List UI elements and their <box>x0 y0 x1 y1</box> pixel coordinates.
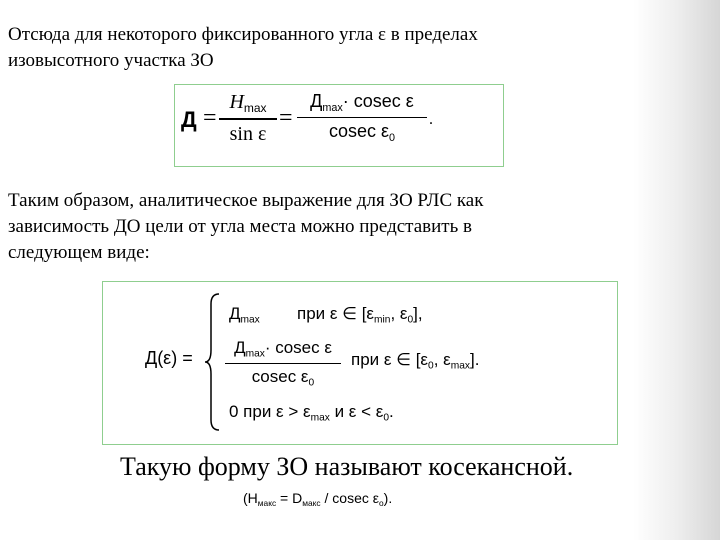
condition-text: 0 при ε > ε <box>229 402 311 421</box>
condition-text: , ε <box>433 350 451 369</box>
note-subscript: о <box>378 497 384 508</box>
fraction-1-denominator: sin ε <box>229 122 267 145</box>
fraction-bar <box>225 363 341 365</box>
case-1-condition <box>297 304 423 326</box>
conclusion-line-1: Таким образом, аналитическое выражение для ЗО РЛС как <box>8 190 484 211</box>
conclusion-paragraph <box>8 188 483 266</box>
intro-paragraph <box>8 22 478 74</box>
fraction-bar <box>297 117 427 119</box>
epsilon-zero-subscript: 0 <box>389 132 396 145</box>
condition-subscript: max <box>450 360 470 372</box>
d-symbol: Д <box>310 91 323 111</box>
d-symbol: Д <box>234 338 246 357</box>
h-subscript: max <box>243 101 267 116</box>
formula-1-fraction-1 <box>219 91 277 146</box>
case-2-condition <box>351 350 479 372</box>
epsilon-zero-subscript: 0 <box>308 377 315 389</box>
condition-subscript: max <box>310 412 330 424</box>
condition-text: ]. <box>469 350 480 369</box>
formula-1-eq-2: = <box>279 105 293 131</box>
condition-text: . <box>389 402 394 421</box>
note-text: = D <box>276 490 303 506</box>
condition-text: ], <box>413 304 423 323</box>
d-symbol: Д <box>229 304 241 323</box>
caption: Такую форму ЗО называют косекансной. <box>120 452 574 481</box>
note <box>243 490 392 508</box>
note-text: ). <box>383 490 393 506</box>
formula-1-box <box>174 84 504 167</box>
d-subscript: max <box>322 101 343 114</box>
condition-text: при ε ∈ [ε <box>297 304 375 323</box>
d-subscript: max <box>245 348 265 360</box>
note-text: / cosec ε <box>320 490 379 506</box>
h-symbol: H <box>229 91 244 113</box>
note-text: (H <box>243 490 258 506</box>
fraction-2-denominator: cosec ε <box>328 121 390 142</box>
num-tail: · cosec ε <box>342 91 414 111</box>
left-brace <box>203 292 223 432</box>
condition-subscript: 0 <box>383 412 389 424</box>
note-subscript: макс <box>257 497 277 508</box>
formula-2-lhs: Д(ε) = <box>145 348 193 368</box>
conclusion-line-2: зависимость ДО цели от угла места можно представить в <box>8 216 472 237</box>
condition-text: и ε < ε <box>329 402 384 421</box>
fraction-denominator: cosec ε <box>251 367 309 387</box>
formula-1-end: . <box>429 111 433 128</box>
case-2-fraction <box>225 338 341 389</box>
fraction-bar <box>219 118 277 120</box>
condition-subscript: 0 <box>407 314 414 326</box>
formula-1-fraction-2 <box>297 91 427 144</box>
formula-1-lhs: Д <box>181 107 197 132</box>
intro-line-1: Отсюда для некоторого фиксированного угла ε в пределах <box>8 24 478 45</box>
condition-subscript: 0 <box>428 360 434 372</box>
formula-2-box <box>102 281 618 445</box>
condition-text: при ε ∈ [ε <box>351 350 429 369</box>
case-1-expr <box>229 304 260 326</box>
num-tail: · cosec ε <box>264 338 332 357</box>
formula-1-eq-1: = <box>203 105 217 131</box>
condition-text: , ε <box>390 304 408 323</box>
condition-subscript: min <box>374 314 391 326</box>
conclusion-line-3: следующем виде: <box>8 242 150 263</box>
intro-line-2: изовысотного участка ЗО <box>8 50 214 71</box>
note-subscript: макс <box>302 497 321 508</box>
case-3 <box>229 402 394 424</box>
d-subscript: max <box>240 314 260 326</box>
